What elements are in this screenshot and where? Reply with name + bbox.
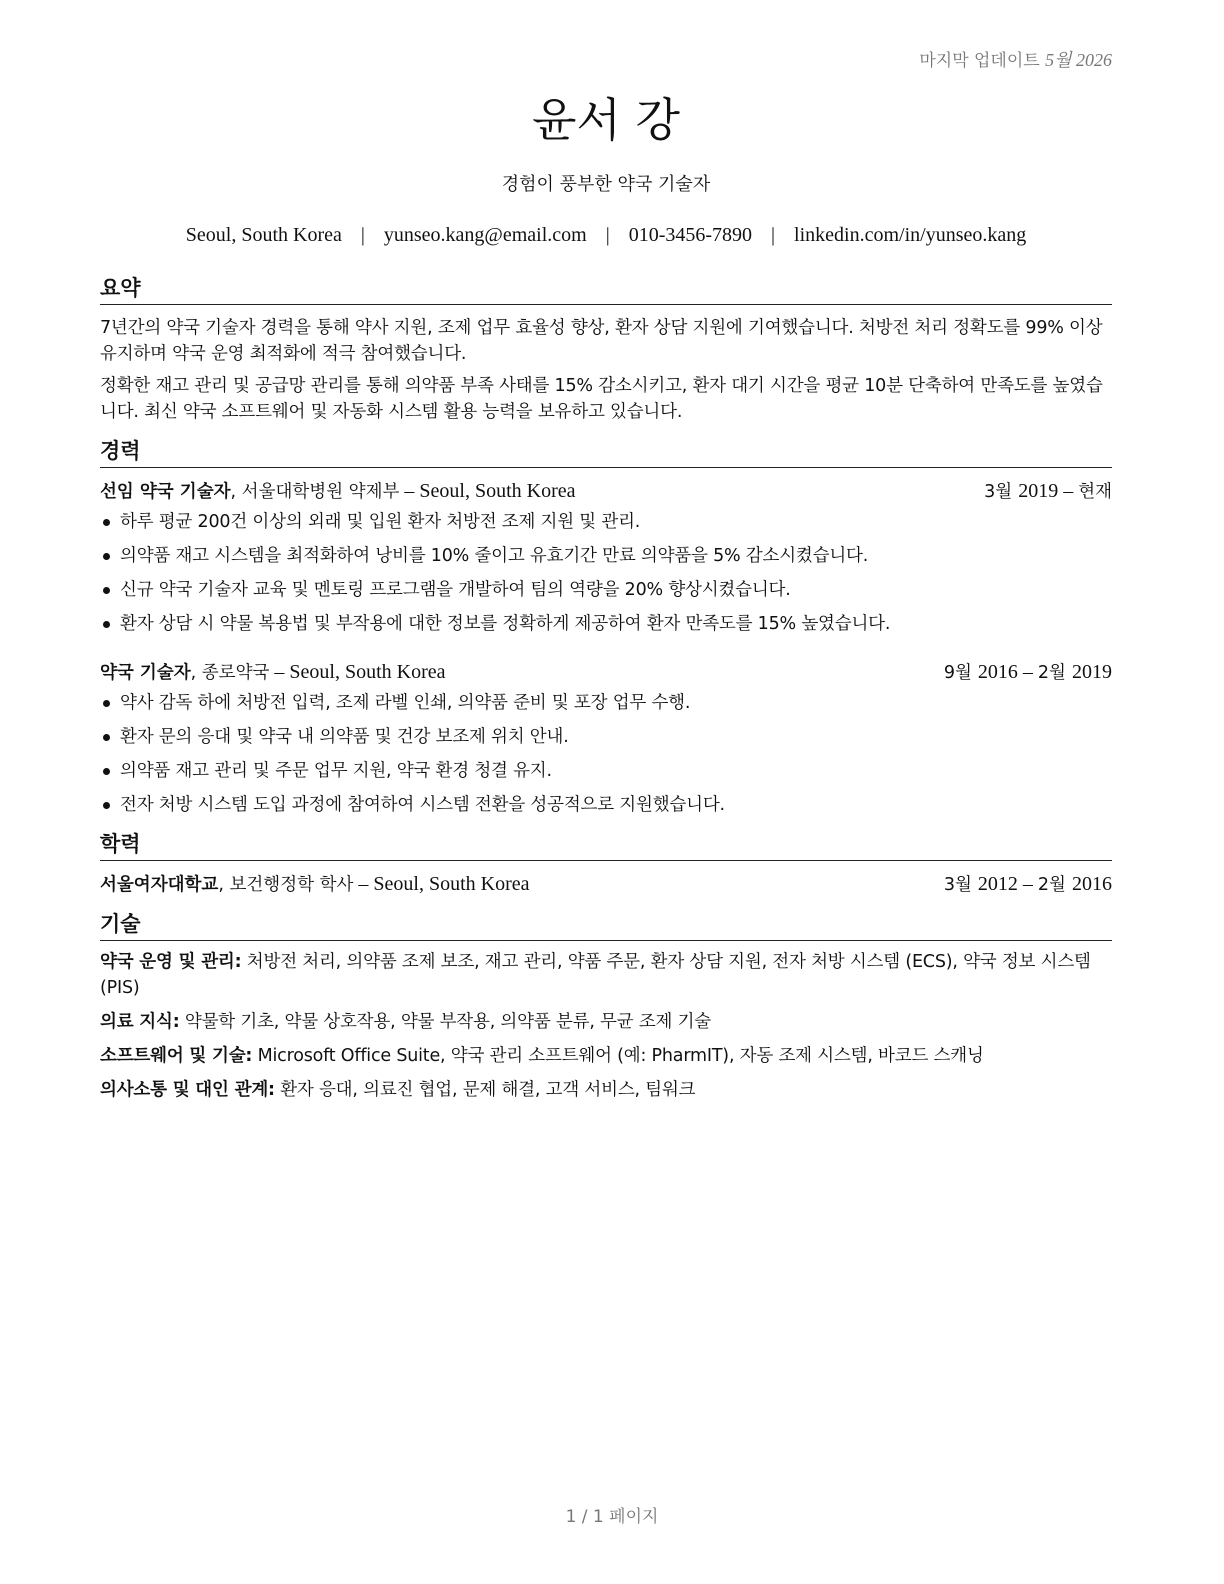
job-role: 약국 기술자 xyxy=(100,663,191,683)
job-bullet: 의약품 재고 관리 및 주문 업무 지원, 약국 환경 청결 유지. xyxy=(100,758,1112,784)
summary-section xyxy=(100,274,1112,425)
job-end-year: 2019 xyxy=(1072,661,1112,683)
job-start-year: 2016 xyxy=(977,661,1018,683)
contact-linkedin[interactable]: linkedin.com/in/yunseo.kang xyxy=(794,224,1027,246)
candidate-name: 윤서 강 xyxy=(532,93,680,147)
summary-paragraph: 7년간의 약국 기술자 경력을 통해 약사 지원, 조제 업무 효율성 향상, 환자 상담 지원에 기여했습니다. 처방전 처리 정확도를 99% 이상 유지하며 약국 운영 최적화에 적극 참여했습니다. xyxy=(100,318,1103,364)
job-end: 현재 xyxy=(1078,482,1112,502)
job-bullet: 하루 평균 200건 이상의 외래 및 입원 환자 처방전 조제 지원 및 관리. xyxy=(100,509,1112,535)
last-updated xyxy=(919,46,1112,72)
job-role: 선임 약국 기술자 xyxy=(100,482,231,502)
education-end-year: 2016 xyxy=(1072,873,1112,895)
skill-text: 처방전 처리, 의약품 조제 보조, 재고 관리, 약품 주문, 환자 상담 지원, 전자 처방 시스템 (ECS), 약국 정보 시스템 (PIS) xyxy=(100,952,1091,998)
skill-line xyxy=(100,1077,1112,1103)
section-title-education: 학력 xyxy=(100,830,1112,861)
skill-text: Microsoft Office Suite, 약국 관리 소프트웨어 (예: PharmIT), 자동 조제 시스템, 바코드 스캐닝 xyxy=(257,1046,984,1066)
skill-label: 의사소통 및 대인 관계: xyxy=(100,1080,275,1100)
job-bullet: 의약품 재고 시스템을 최적화하여 낭비를 10% 줄이고 유효기간 만료 의약품을 5% 감소시켰습니다. xyxy=(100,543,1112,569)
contact-separator: | xyxy=(771,224,776,246)
job-location: Seoul, South Korea xyxy=(289,661,446,683)
contact-separator: | xyxy=(360,224,365,246)
job-start-year: 2019 xyxy=(1018,480,1059,502)
education-location: Seoul, South Korea xyxy=(373,873,530,895)
section-title-experience: 경력 xyxy=(100,437,1112,468)
skill-label: 소프트웨어 및 기술: xyxy=(100,1046,253,1066)
job-start-month: 9월 xyxy=(943,663,972,683)
contact-email[interactable]: yunseo.kang@email.com xyxy=(383,224,587,246)
job-bullet: 전자 처방 시스템 도입 과정에 참여하여 시스템 전환을 성공적으로 지원했습니다. xyxy=(100,792,1112,818)
skill-label: 의료 지식: xyxy=(100,1012,180,1032)
job-start-month: 3월 xyxy=(984,482,1013,502)
contact-phone: 010-3456-7890 xyxy=(628,224,753,246)
education-dates: 3월 2012 – 2월 2016 xyxy=(943,873,1112,895)
education-section xyxy=(100,830,1112,898)
skill-line xyxy=(100,1043,1112,1069)
job-header xyxy=(100,478,1112,505)
job-end-month: 2월 xyxy=(1037,663,1066,683)
job-bullet: 신규 약국 기술자 교육 및 멘토링 프로그램을 개발하여 팀의 역량을 20% 향상시켰습니다. xyxy=(100,577,1112,603)
job-entry xyxy=(100,659,1112,818)
skill-line xyxy=(100,1009,1112,1035)
contact-line xyxy=(100,224,1112,247)
job-title-line: 선임 약국 기술자, 서울대학병원 약제부 – Seoul, South Korea xyxy=(100,480,576,502)
job-dates: 9월 2016 – 2월 2019 xyxy=(943,661,1112,683)
education-end-month: 2월 xyxy=(1037,875,1066,895)
job-title-line: 약국 기술자, 종로약국 – Seoul, South Korea xyxy=(100,661,446,683)
resume-body xyxy=(100,274,1112,1115)
job-bullet: 환자 상담 시 약물 복용법 및 부작용에 대한 정보를 정확하게 제공하여 환자 만족도를 15% 높였습니다. xyxy=(100,611,1112,637)
skill-text: 약물학 기초, 약물 상호작용, 약물 부작용, 의약품 분류, 무균 조제 기술 xyxy=(184,1012,712,1032)
education-entry xyxy=(100,871,1112,898)
education-start-month: 3월 xyxy=(943,875,972,895)
education-title-line: 서울여자대학교, 보건행정학 학사 – Seoul, South Korea xyxy=(100,873,530,895)
last-updated-label: 마지막 업데이트 xyxy=(919,51,1040,71)
job-location: Seoul, South Korea xyxy=(419,480,576,502)
section-title-skills: 기술 xyxy=(100,910,1112,941)
skill-label: 약국 운영 및 관리: xyxy=(100,952,242,972)
last-updated-date: 5월 2026 xyxy=(1045,50,1112,70)
contact-location: Seoul, South Korea xyxy=(185,224,342,246)
job-bullets xyxy=(100,690,1112,818)
summary-paragraph: 정확한 재고 관리 및 공급망 관리를 통해 의약품 부족 사태를 15% 감소시키고, 환자 대기 시간을 평균 10분 단축하여 만족도를 높였습니다. 최신 약국 소프트웨어 및 자동화 시스템 활용 능력을 보유하고 있습니다. xyxy=(100,376,1103,422)
section-title-summary: 요약 xyxy=(100,274,1112,305)
job-organization: 종로약국 xyxy=(201,663,270,683)
job-bullet: 약사 감독 하에 처방전 입력, 조제 라벨 인쇄, 의약품 준비 및 포장 업무 수행. xyxy=(100,690,1112,716)
skill-text: 환자 응대, 의료진 협업, 문제 해결, 고객 서비스, 팀워크 xyxy=(280,1080,696,1100)
education-header xyxy=(100,871,1112,898)
contact-separator: | xyxy=(605,224,610,246)
education-school: 서울여자대학교 xyxy=(100,875,219,895)
job-header xyxy=(100,659,1112,686)
job-bullet: 환자 문의 응대 및 약국 내 의약품 및 건강 보조제 위치 안내. xyxy=(100,724,1112,750)
job-dates: 3월 2019 – 현재 xyxy=(984,480,1112,502)
job-organization: 서울대학병원 약제부 xyxy=(241,482,400,502)
skill-line xyxy=(100,949,1112,1001)
experience-section xyxy=(100,437,1112,818)
job-entry xyxy=(100,478,1112,637)
job-bullets xyxy=(100,509,1112,637)
education-degree: 보건행정학 학사 xyxy=(229,875,354,895)
skills-section xyxy=(100,910,1112,1103)
education-start-year: 2012 xyxy=(977,873,1018,895)
resume-page xyxy=(100,0,1112,1584)
page-indicator: 1 / 1 페이지 xyxy=(565,1507,659,1527)
candidate-tagline: 경험이 풍부한 약국 기술자 xyxy=(501,174,711,195)
